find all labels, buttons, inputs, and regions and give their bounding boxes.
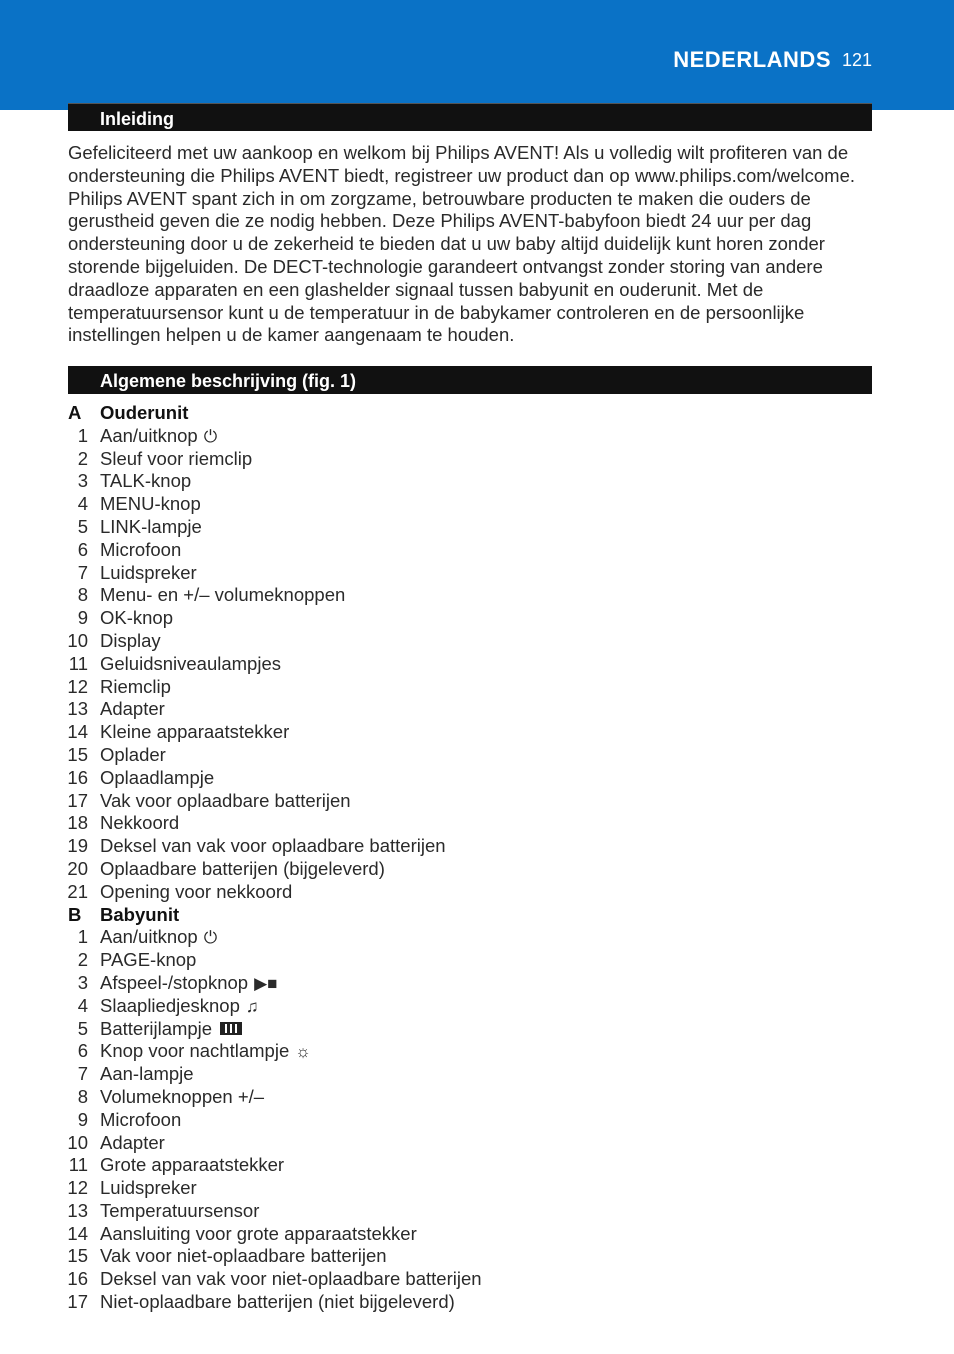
item-number: 21 — [67, 880, 88, 902]
item-label: Oplaadbare batterijen (bijgeleverd) — [100, 857, 385, 879]
item-label-wrap — [100, 812, 179, 835]
item-label: MENU-knop — [100, 493, 201, 515]
item-number: 8 — [77, 584, 88, 606]
item-number: 11 — [68, 652, 88, 674]
item-number: 14 — [67, 721, 88, 743]
list-item — [0, 676, 954, 699]
item-number: 2 — [77, 447, 88, 469]
list-item — [0, 493, 954, 516]
item-label: Vak voor niet-oplaadbare batterijen — [100, 1245, 387, 1267]
group-title: Ouderunit — [100, 402, 189, 423]
list-item — [0, 858, 954, 881]
play-stop-icon: ▶■ — [254, 973, 278, 993]
item-label-wrap — [100, 972, 277, 996]
list-item — [0, 881, 954, 904]
item-number: 16 — [67, 766, 88, 788]
item-label: Temperatuursensor — [100, 1199, 260, 1221]
list-item — [0, 767, 954, 790]
power-icon: ⏻ — [203, 426, 218, 446]
item-label-wrap — [100, 653, 281, 676]
list-item — [0, 516, 954, 539]
list-item — [0, 812, 954, 835]
intro-line: gerustheid geven die ze nodig hebben. Deze Philips AVENT-babyfoon biedt 24 uur per dag — [68, 210, 812, 232]
item-label-wrap — [100, 470, 191, 493]
item-label-wrap — [100, 698, 165, 721]
item-label-wrap — [100, 493, 201, 516]
item-label-wrap — [100, 1268, 482, 1291]
item-label-wrap — [100, 676, 171, 699]
music-note-icon: ♫ — [245, 996, 259, 1016]
item-label: PAGE-knop — [100, 949, 197, 971]
item-number: 2 — [77, 949, 88, 971]
item-label: Nekkoord — [100, 812, 180, 834]
item-label: Aan/uitknop — [100, 424, 198, 446]
item-number: 9 — [77, 1108, 88, 1130]
item-label-wrap — [100, 790, 351, 813]
item-number: 11 — [68, 1154, 88, 1176]
intro-line: Philips AVENT spant zich in om zorgzame, betrouwbare producten te maken die ouders de — [68, 187, 811, 209]
item-label: Deksel van vak voor oplaadbare batterijen — [100, 835, 446, 857]
item-label-wrap — [100, 1200, 259, 1223]
item-number: 15 — [67, 1245, 88, 1267]
item-label-wrap — [100, 448, 252, 471]
item-number: 4 — [77, 994, 88, 1016]
item-label-wrap — [100, 562, 197, 585]
item-label-wrap — [100, 1086, 264, 1109]
item-label: Opening voor nekkoord — [100, 880, 293, 902]
list-item — [0, 425, 954, 448]
list-item — [0, 448, 954, 471]
item-label-wrap — [100, 881, 292, 904]
list-item — [0, 1109, 954, 1132]
item-label-wrap — [100, 1040, 311, 1064]
item-label: Menu- en +/– volumeknoppen — [100, 584, 346, 606]
intro-line: storende bijgeluiden. De DECT-technologie garandeert ontvangst zonder storing van andere — [68, 255, 823, 277]
item-label-wrap — [100, 1291, 455, 1314]
section-header-intro — [68, 103, 872, 131]
page-number: 121 — [842, 50, 873, 70]
item-label-wrap — [100, 1177, 197, 1200]
list-item — [0, 744, 954, 767]
item-number: 17 — [67, 1291, 88, 1313]
list-item — [0, 607, 954, 630]
item-number: 3 — [77, 971, 88, 993]
item-label: Afspeel-/stopknop — [100, 971, 249, 993]
power-icon: ⏻ — [203, 928, 218, 948]
intro-line: instellingen helpen u de kamer aangenaam te houden. — [68, 324, 515, 346]
list-item — [0, 1245, 954, 1268]
parts-list — [0, 402, 954, 1314]
item-label: Geluidsniveaulampjes — [100, 652, 281, 674]
item-number: 5 — [77, 1017, 88, 1039]
item-label-wrap — [100, 630, 161, 653]
list-item — [0, 562, 954, 585]
item-label-wrap — [100, 539, 181, 562]
section-header-description — [68, 366, 872, 394]
intro-line: Gefeliciteerd met uw aankoop en welkom bij Philips AVENT! Als u volledig wilt profiteren van de — [68, 142, 849, 163]
list-item — [0, 1223, 954, 1246]
item-label: Microfoon — [100, 1108, 182, 1130]
item-label-wrap — [100, 1132, 165, 1155]
list-item — [0, 539, 954, 562]
item-label: Aan-lampje — [100, 1063, 194, 1085]
item-number: 5 — [77, 515, 88, 537]
intro-line: temperatuursensor kunt u de temperatuur in de babykamer controleren en de persoonlijke — [68, 301, 805, 323]
list-item — [0, 470, 954, 493]
list-item — [0, 1200, 954, 1223]
item-label: Volumeknoppen +/– — [100, 1085, 265, 1107]
list-item — [0, 1040, 954, 1063]
item-label: Batterijlampje — [100, 1017, 213, 1039]
item-number: 10 — [67, 629, 88, 651]
item-number: 14 — [67, 1222, 88, 1244]
item-label: Luidspreker — [100, 561, 197, 583]
item-label: Adapter — [100, 698, 165, 720]
language-label: NEDERLANDS — [673, 47, 831, 72]
item-number: 6 — [77, 1040, 88, 1062]
item-label: Microfoon — [100, 538, 182, 560]
item-number: 20 — [67, 857, 88, 879]
item-label-wrap — [100, 995, 259, 1019]
list-item — [0, 1063, 954, 1086]
item-label-wrap — [100, 767, 214, 790]
item-number: 16 — [67, 1268, 88, 1290]
item-number: 17 — [67, 789, 88, 811]
item-number: 3 — [77, 470, 88, 492]
list-item — [0, 790, 954, 813]
list-item — [0, 721, 954, 744]
item-number: 9 — [77, 607, 88, 629]
item-number: 13 — [67, 1199, 88, 1221]
intro-line: draadloze apparaten en een glashelder signaal tussen babyunit en ouderunit. Met de — [68, 278, 764, 300]
list-item — [0, 1291, 954, 1314]
item-label-wrap — [100, 1109, 181, 1132]
item-label-wrap — [100, 858, 385, 881]
item-label: Aan/uitknop — [100, 926, 198, 948]
header-bar — [0, 0, 954, 110]
list-item — [0, 1177, 954, 1200]
item-number: 4 — [77, 493, 88, 515]
item-label: Luidspreker — [100, 1177, 197, 1199]
group-heading — [0, 402, 954, 425]
intro-line: ondersteuning die Philips AVENT biedt, registreer uw product dan op www.philips.com/welcome. — [68, 164, 855, 186]
battery-icon — [220, 1022, 242, 1035]
list-item — [0, 1154, 954, 1177]
night-light-icon: ☼ — [295, 1042, 311, 1062]
list-item — [0, 584, 954, 607]
list-item — [0, 1132, 954, 1155]
item-number: 15 — [67, 743, 88, 765]
item-label-wrap — [100, 744, 166, 767]
item-label-wrap — [100, 1018, 242, 1041]
item-number: 18 — [67, 812, 88, 834]
item-number: 7 — [77, 1063, 88, 1085]
intro-line: ondersteuning door u de zekerheid te bieden dat u uw baby altijd duidelijk kunt horen zonder — [68, 233, 825, 255]
item-label: Riemclip — [100, 675, 171, 697]
item-label-wrap — [100, 926, 217, 950]
list-item — [0, 1018, 954, 1041]
list-item — [0, 835, 954, 858]
item-label: Niet-oplaadbare batterijen (niet bijgeleverd) — [100, 1291, 455, 1313]
item-label: Grote apparaatstekker — [100, 1154, 285, 1176]
list-item — [0, 926, 954, 949]
item-label: Display — [100, 629, 161, 651]
item-number: 8 — [77, 1085, 88, 1107]
item-number: 6 — [77, 538, 88, 560]
list-item — [0, 995, 954, 1018]
item-label-wrap — [100, 1245, 387, 1268]
item-number: 1 — [77, 424, 88, 446]
item-label: Knop voor nachtlampje — [100, 1040, 290, 1062]
item-label-wrap — [100, 949, 196, 972]
item-label: Vak voor oplaadbare batterijen — [100, 789, 351, 811]
item-label: Aansluiting voor grote apparaatstekker — [100, 1222, 417, 1244]
group-heading — [0, 904, 954, 927]
section-title-intro: Inleiding — [100, 109, 174, 129]
list-item — [0, 949, 954, 972]
item-label: TALK-knop — [100, 470, 192, 492]
item-label: Oplaadlampje — [100, 766, 215, 788]
list-item — [0, 972, 954, 995]
item-number: 10 — [67, 1131, 88, 1153]
item-label-wrap — [100, 1063, 194, 1086]
item-label: Oplader — [100, 743, 166, 765]
item-number: 7 — [77, 561, 88, 583]
item-label: Deksel van vak voor niet-oplaadbare batterijen — [100, 1268, 482, 1290]
item-number: 19 — [67, 835, 88, 857]
item-label: Sleuf voor riemclip — [100, 447, 253, 469]
item-number: 12 — [67, 1177, 88, 1199]
item-label-wrap — [100, 607, 173, 630]
list-item — [0, 1268, 954, 1291]
item-label: Adapter — [100, 1131, 165, 1153]
item-label-wrap — [100, 835, 446, 858]
section-title-description: Algemene beschrijving (fig. 1) — [100, 371, 357, 391]
item-label-wrap — [100, 584, 345, 607]
item-number: 13 — [67, 698, 88, 720]
intro-paragraph — [68, 142, 868, 347]
list-item — [0, 653, 954, 676]
item-label: Slaapliedjesknop — [100, 994, 240, 1016]
item-label-wrap — [100, 425, 217, 449]
item-label-wrap — [100, 721, 289, 744]
item-number: 1 — [77, 926, 88, 948]
group-title: Babyunit — [100, 903, 180, 925]
item-label: Kleine apparaatstekker — [100, 721, 290, 743]
item-label: OK-knop — [100, 607, 174, 629]
item-label: LINK-lampje — [100, 515, 202, 537]
item-label-wrap — [100, 1223, 417, 1246]
item-label-wrap — [100, 1154, 284, 1177]
item-label-wrap — [100, 516, 202, 539]
group-letter: B — [68, 903, 82, 925]
list-item — [0, 630, 954, 653]
list-item — [0, 698, 954, 721]
item-number: 12 — [67, 675, 88, 697]
list-item — [0, 1086, 954, 1109]
group-letter: A — [68, 402, 82, 423]
